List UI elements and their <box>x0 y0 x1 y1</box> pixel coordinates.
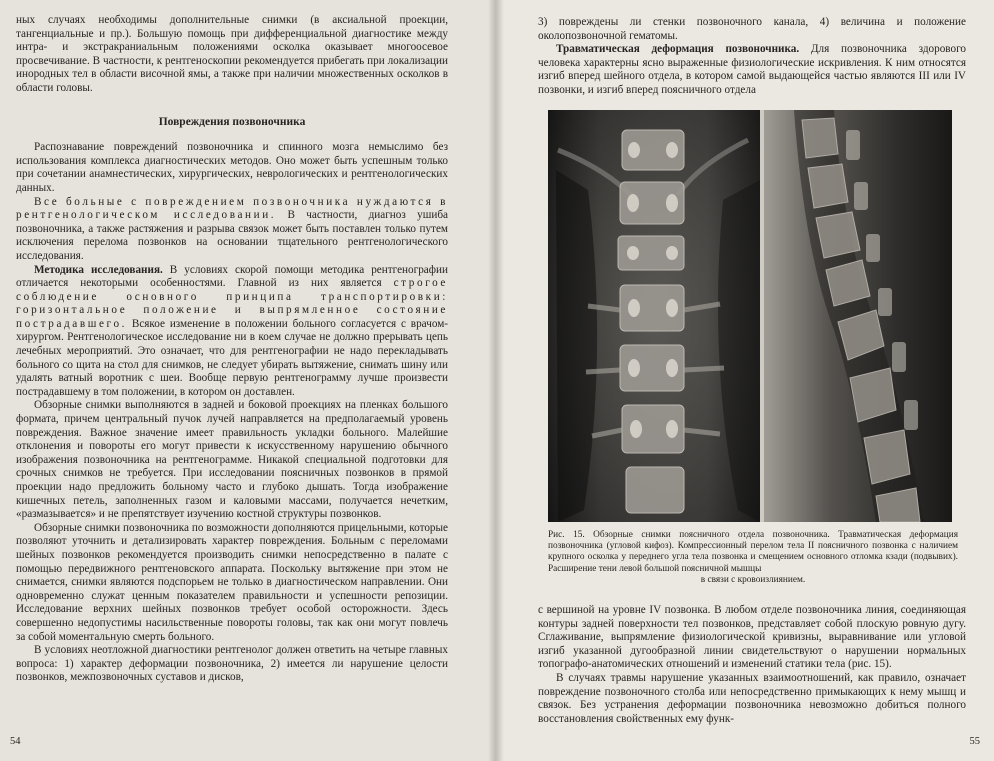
paragraph <box>16 196 448 264</box>
xray-figure <box>548 110 952 522</box>
paragraph: Обзорные снимки позвоночника по возможности дополняются прицельными, которые позволяют уточнить и детализировать характер повреждения. Больным с переломами шейных позвонков рекомендуется производить снимки непосредственно в палате с помощью передвижного рентгеновского аппарата. Поскольку вытяжение при этом не снимается, снимки являются подспорьем не только в диагностическом направлении. Они одновременно служат ценным показателем правильности и успешности репозиции. Исследование верхних шейных позвонков требует особой осторожности. Здесь совершенно недопустимы насильственные повороты головы, так как они могут повлечь за собой моментальную смерть больного. <box>16 521 448 643</box>
caption-text-end: в связи с кровоизлиянием. <box>700 574 806 585</box>
left-page <box>0 0 496 761</box>
page-number: 54 <box>10 736 21 747</box>
paragraph-text: В частности, диагноз ушиба позвоночника, а также растяжения и разрыва связок может быть поставлен только путем исключения перелома позвонков на основании тщательного рентгенологического исследования. <box>16 209 448 262</box>
spaced-emphasis: строгое соблюдение основного принципа транспортировки: горизонтальное положение и выпрямленное состояние пострадавшего. <box>16 277 448 330</box>
paragraph: В условиях неотложной диагностики рентгенолог должен ответить на четыре главных вопроса: 1) характер деформации позвоночника, 2) имеется ли нарушение целости позвонков, межпозвоночных суставов и дисков, <box>16 644 448 684</box>
right-page <box>496 0 994 761</box>
paragraph-text: Всякое изменение в положении больного согласуется с врачом-хирургом. Рентгенологическое исследование ни в коем случае не должно прерывать цепь лечебных мероприятий. Это означает, что для рентгенографии не надо перекладывать больного со щита на стол для снимков, не следует убирать вытяжение, снимать шину или удалять ватный воротник с шеи. Вообще первую рентгенограмму лучше произвести пострадавшему в том положении, в котором он доставлен. <box>16 317 449 398</box>
figure-caption <box>548 530 958 586</box>
book-gutter <box>488 0 504 761</box>
run-in-heading: Методика исследования. <box>34 263 163 276</box>
paragraph: 3) повреждены ли стенки позвоночного канала, 4) величина и положение околопозвоночной гематомы. <box>538 16 966 42</box>
paragraph: Обзорные снимки выполняются в задней и боковой проекциях на пленках большого формата, причем центральный пучок лучей направляется на предполагаемый уровень повреждения. Важное значение имеет правильность укладки больного. Малейшие отклонения и повороты его могут привести к искусственному нарушению обычного изображения позвоночника на рентгенограмме. Никакой специальной подготовки для срочных снимков не требуется. При исследовании поясничных позвонков в прямой проекции надо предложить больному часто и глубоко дышать. Тогда изображение кишечных петель, заполненных газом и каловыми массами, получается нечетким, «размазывается» и не препятствует изучению костной структуры позвонков. <box>16 399 448 521</box>
xray-lateral-image <box>764 110 952 522</box>
xray-frontal-image <box>548 110 760 522</box>
right-text-column-bottom <box>538 604 966 726</box>
paragraph-text: В условиях скорой помощи методика рентгенографии отличается некоторыми особенностями. Главной из них является <box>16 263 448 290</box>
right-text-column-top <box>538 16 966 98</box>
paragraph: Распознавание повреждений позвоночника и спинного мозга немыслимо без использования комплекса диагностических методов. Оно может быть успешным только при сочетании анамнестических, хирургических, неврологических и рентгенологических данных. <box>16 141 448 194</box>
paragraph: ных случаях необходимы дополнительные снимки (в аксиальной проекции, тангенциальные и пр.). Большую помощь при дифференциальной диагностике между интра- и экстракраниальным положениями осколка оказывает многоосевое просвечивание. В частности, к рентгеноскопии рекомендуется прибегать при локализации инородных тел в области височной ямы, а также при наличии множественных осколков в области головы. <box>16 14 448 94</box>
section-heading: Повреждения позвоночника <box>158 115 306 128</box>
run-in-heading: Травматическая деформация позвоночника. <box>556 43 800 56</box>
page-number: 55 <box>969 736 980 747</box>
left-text-column <box>16 14 448 685</box>
paragraph-text: Для позвоночника здорового человека характерны ясно выраженные физиологические искривления. К ним относятся изгиб вперед шейного отдела, в котором самой выдающейся частью являются III или IV позвонки, и изгиб вперед поясничного отдела <box>538 43 966 96</box>
paragraph: с вершиной на уровне IV позвонка. В любом отделе позвоночника линия, соединяющая контуры задней поверхности тел позвонков, представляет собой плоскую ровную дугу. Сглаживание, выпрямление физиологической кривизны, выравнивание или угловой изгиб указанной дугообразной линии свидетельствуют о нарушении нормальных топографо-анатомических отношений и изменений статики тела (рис. 15). <box>538 604 966 671</box>
spaced-emphasis: Все больные с повреждением позвоночника нуждаются в рентгенологическом исследовании. <box>16 195 448 222</box>
paragraph <box>16 264 448 400</box>
caption-text: Рис. 15. Обзорные снимки поясничного отдела позвоночника. Травматическая деформация позвоночника (угловой кифоз). Компрессионный перелом тела II поясничного позвонка с наличием крупного осколка у переднего угла тела позвонка и смещением основного отломка кзади (подвывих). Расширение тени левой большой поясничной мышцы <box>548 530 958 574</box>
paragraph: В случаях травмы нарушение указанных взаимоотношений, как правило, означает повреждение позвоночного столба или непосредственно примыкающих к нему мышц и связок. Без устранения деформации позвоночника невозможно добиться полного восстановления свойственных ему функ- <box>538 671 966 725</box>
paragraph <box>538 43 966 97</box>
